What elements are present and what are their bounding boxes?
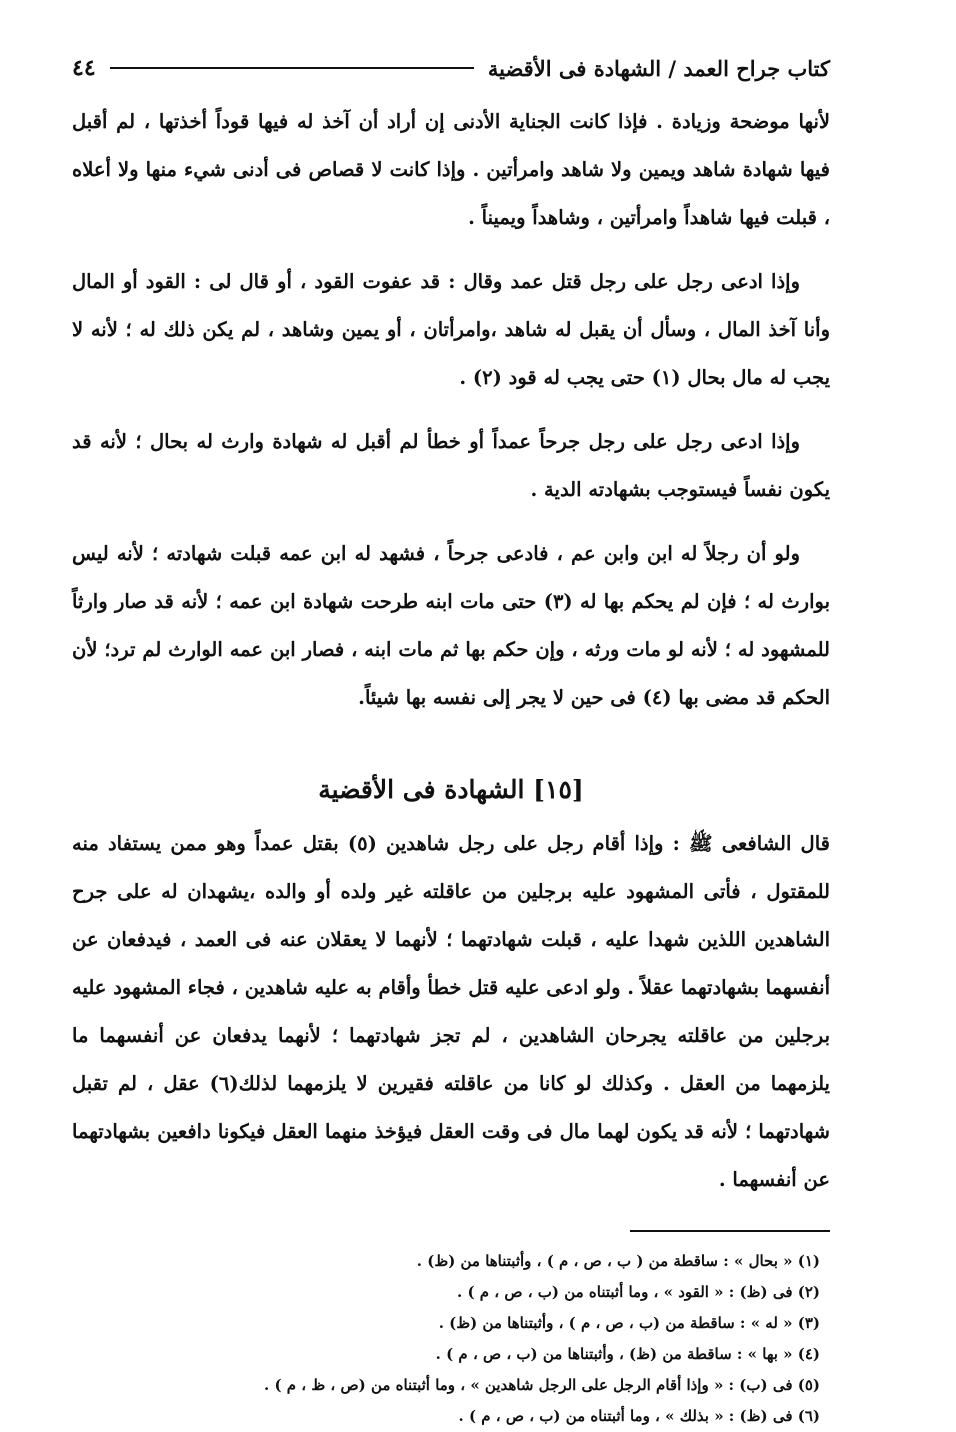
footnote-3: (٣) « له » : ساقطة من (ب ، ص ، م ) ، وأثبتناها من (ظ) .	[438, 1314, 820, 1332]
footnote-6: (٦) فى (ظ) : « بذلك » ، وما أثبتناه من (ب ، ص ، م ) .	[458, 1407, 820, 1425]
book-page	[72, 48, 831, 1425]
page-header	[72, 48, 830, 88]
header-rule	[110, 67, 474, 69]
speaker-attribution: قال الشافعى ﷺ :	[672, 832, 830, 855]
section-heading: [١٥] الشهادة فى الأقضية	[318, 775, 584, 804]
section-body: وإذا أقام رجل على رجل شاهدين (٥) بقتل عمداً وهو ممن يستفاد منه للمقتول ، فأتى المشهود عليه برجلين من عاقلته غير ولده أو والده ،يشهدان له على جرح الشاهدين اللذين شهدا عليه ، قبلت شهادتهما ؛ لأنهما لا يعقلان عنه فى العمد ، فيدفعان عن أنفسهما بشهادتهما عقلاً . ولو ادعى عليه قتل خطأ وأقام به عليه شاهدين ، فجاء المشهود عليه برجلين من عاقلته يجرحان الشاهدين ، لم تجز شهادتهما ؛ لأنهما يدفعان عن أنفسهما ما يلزمهما من العقل . وكذلك لو كانا من عاقلته فقيرين لا يلزمهما لذلك(٦) عقل ، لم تقبل شهادتهما ؛ لأنه قد يكون لهما مال فى وقت العقل فيؤخذ منهما العقل فيكونا دافعين بشهادتهما عن أنفسهما .	[72, 832, 830, 1191]
paragraph-2: وإذا ادعى رجل على رجل قتل عمد وقال : قد عفوت القود ، أو قال لى : القود أو المال وأنا آخذ المال ، وسأل أن يقبل له شاهد ،وامرأتان ، أو يمين وشاهد ، لم يكن ذلك له ؛ لأنه لا يجب له مال بحال (١) حتى يجب له قود (٢) .	[72, 270, 830, 389]
footnote-5: (٥) فى (ب) : « وإذا أقام الرجل على الرجل شاهدين » ، وما أثبتناه من (ص ، ظ ، م ) .	[264, 1376, 820, 1394]
footnote-4: (٤) « بها » : ساقطة من (ظ) ، وأثبتناها من (ب ، ص ، م ) .	[435, 1345, 820, 1363]
paragraph-4: ولو أن رجلاً له ابن وابن عم ، فادعى جرحاً ، فشهد له ابن عمه قبلت شهادته ؛ لأنه ليس بوارث له ؛ فإن لم يحكم بها له (٣) حتى مات ابنه طرحت شهادة ابن عمه ؛ لأنه قد صار وارثاً للمشهود له ؛ لأنه لو مات ورثه ، وإن حكم بها ثم مات ابنه ، فصار ابن عمه الوارث لم ترد؛ لأن الحكم قد مضى بها (٤) فى حين لا يجر إلى نفسه بها شيئاً.	[72, 542, 831, 709]
footnote-1: (١) « بحال » : ساقطة من ( ب ، ص ، م ) ، وأثبتناها من (ظ) .	[416, 1252, 820, 1270]
page-number: ٤٤	[72, 55, 96, 81]
footnotes-list	[72, 1246, 830, 1432]
section-paragraph	[72, 820, 830, 1204]
paragraph-3: وإذا ادعى رجل على رجل جرحاً عمداً أو خطأ لم أقبل له شهادة وارث له بحال ؛ لأنه قد يكون نفساً فيستوجب بشهادته الدية .	[72, 430, 830, 501]
running-title: كتاب جراح العمد / الشهادة فى الأقضية	[487, 55, 830, 81]
paragraph-1: لأنها موضحة وزيادة . فإذا كانت الجناية الأدنى إن أراد أن آخذ له فيها قوداً أخذتها ، لم أقبل فيها شهادة شاهد ويمين ولا شاهد وامرأتين . وإذا كانت لا قصاص فى أدنى شيء منها ولا أعلاه ، قبلت فيها شاهداً وامرأتين ، وشاهداً ويميناً .	[72, 110, 830, 229]
footnote-2: (٢) فى (ظ) : « القود » ، وما أثبتناه من (ب ، ص ، م ) .	[457, 1283, 820, 1301]
footnote-rule	[630, 1230, 830, 1232]
